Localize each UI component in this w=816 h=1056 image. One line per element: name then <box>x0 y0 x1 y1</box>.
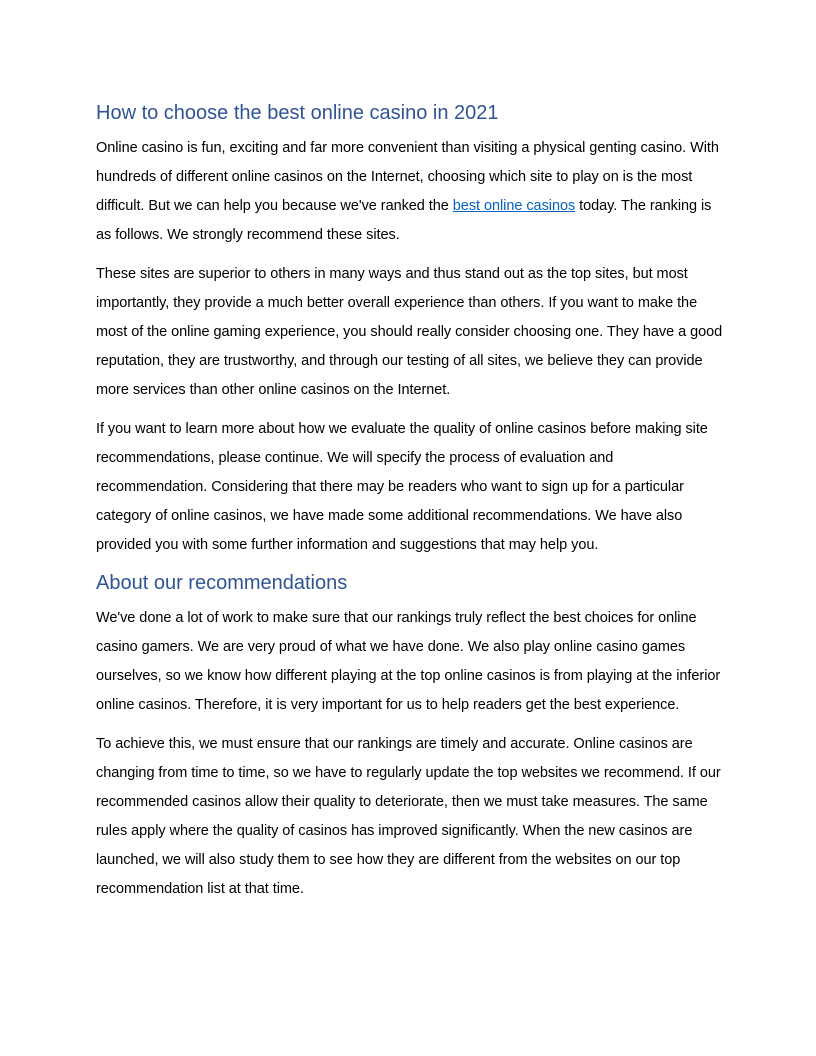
superior-sites-paragraph: These sites are superior to others in many ways and thus stand out as the top sites, but most importantly, they provide a much better overall experience than others. If you want to make the most of the online gaming experience, you should really consider choosing one. They have a good reputation, they are trustworthy, and through our testing of all sites, we believe they can provide more services than other online casinos on the Internet. <box>96 266 723 398</box>
intro-paragraph <box>96 134 724 250</box>
timely-rankings-paragraph: To achieve this, we must ensure that our rankings are timely and accurate. Online casinos are changing from time to time, so we have to regularly update the top websites we recommend. If our recommended casinos allow their quality to deteriorate, then we must take measures. The same rules apply where the quality of casinos has improved significantly. When the new casinos are launched, we will also study them to see how they are different from the websites on our top recommendation list at that time. <box>96 736 721 897</box>
rankings-work-paragraph: We've done a lot of work to make sure that our rankings truly reflect the best choices for online casino gamers. We are very proud of what we have done. We also play online casino games ourselves, so we know how different playing at the top online casinos is from playing at the inferior online casinos. Therefore, it is very important for us to help readers get the best experience. <box>96 610 721 713</box>
section-heading-choose-casino: How to choose the best online casino in 2021 <box>96 102 499 124</box>
evaluation-paragraph: If you want to learn more about how we evaluate the quality of online casinos before making site recommendations, please continue. We will specify the process of evaluation and recommendation. Considering that there may be readers who want to sign up for a particular category of online casinos, we have made some additional recommendations. We have also provided you with some further information and suggestions that may help you. <box>96 421 708 553</box>
document-page <box>96 96 724 914</box>
intro-text-after-link: today. The ranking is as follows. We strongly recommend these sites. <box>96 198 712 243</box>
best-online-casinos-link[interactable]: best online casinos <box>452 198 576 214</box>
intro-text-before-link: Online casino is fun, exciting and far more convenient than visiting a physical genting casino. With hundreds of different online casinos on the Internet, choosing which site to play on is the most difficult. But we can help you because we've ranked the <box>96 140 719 214</box>
section-heading-recommendations: About our recommendations <box>96 572 348 594</box>
